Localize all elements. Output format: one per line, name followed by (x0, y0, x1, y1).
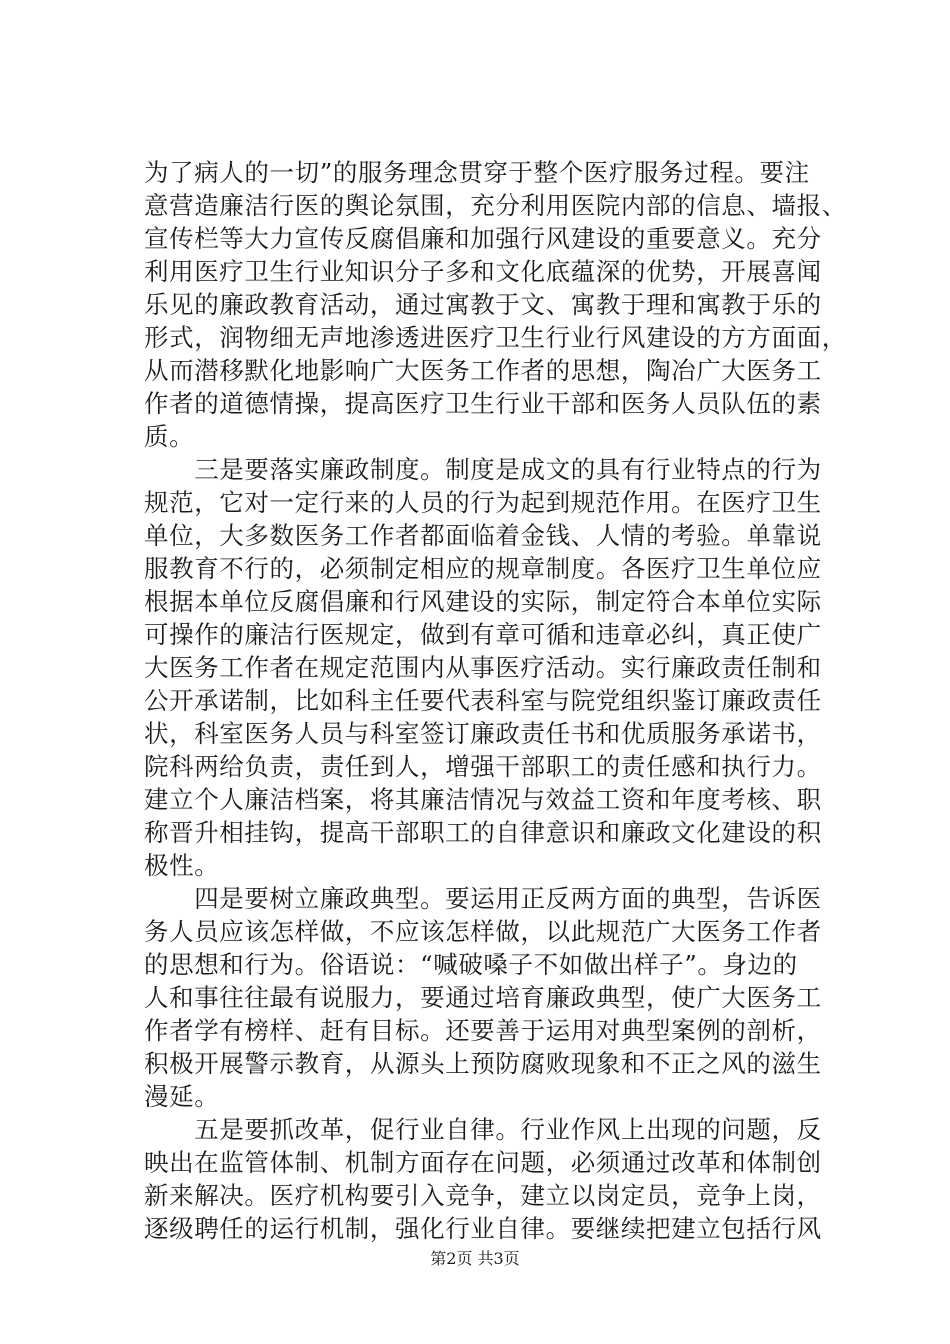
text-line: 利用医疗卫生行业知识分子多和文化底蕴深的优势，开展喜闻 (144, 257, 822, 286)
text-line: 服教育不行的，必须制定相应的规章制度。各医疗卫生单位应 (144, 554, 822, 583)
text-line: 状，科室医务人员与科室签订廉政责任书和优质服务承诺书， (144, 719, 822, 748)
text-line: 极性。 (144, 851, 220, 880)
text-line: 公开承诺制，比如科主任要代表科室与院党组织鉴订廉政责任 (144, 686, 822, 715)
text-line: 根据本单位反腐倡廉和行风建设的实际，制定符合本单位实际 (144, 587, 822, 616)
text-line: 作者的道德情操，提高医疗卫生行业干部和医务人员队伍的素 (144, 389, 822, 418)
text-line: 的思想和行为。俗语说：“喊破嗓子不如做出样子”。身边的 (144, 950, 798, 979)
text-line: 建立个人廉洁档案，将其廉洁情况与效益工资和年度考核、职 (144, 785, 822, 814)
paragraph-start-line: 三是要落实廉政制度。制度是成文的具有行业特点的行为 (144, 455, 822, 484)
text-line: 称晋升相挂钩，提高干部职工的自律意识和廉政文化建设的积 (144, 818, 822, 847)
text-line: 可操作的廉洁行医规定，做到有章可循和违章必纠，真正使广 (144, 620, 822, 649)
body-text (144, 156, 847, 1245)
text-line: 质。 (144, 422, 195, 451)
text-line: 从而潜移默化地影响广大医务工作者的思想，陶冶广大医务工 (144, 356, 822, 385)
text-line: 逐级聘任的运行机制，强化行业自律。要继续把建立包括行风 (144, 1214, 822, 1243)
text-line: 乐见的廉政教育活动，通过寓教于文、寓教于理和寓教于乐的 (144, 290, 822, 319)
text-line: 漫延。 (144, 1082, 220, 1111)
text-line: 积极开展警示教育，从源头上预防腐败现象和不正之风的滋生 (144, 1049, 822, 1078)
text-line: 宣传栏等大力宣传反腐倡廉和加强行风建设的重要意义。充分 (144, 224, 822, 253)
text-line: 形式，润物细无声地渗透进医疗卫生行业行风建设的方方面面， (144, 323, 847, 352)
text-line: 大医务工作者在规定范围内从事医疗活动。实行廉政责任制和 (144, 653, 822, 682)
text-line: 作者学有榜样、赶有目标。还要善于运用对典型案例的剖析， (144, 1016, 822, 1045)
text-line: 务人员应该怎样做，不应该怎样做，以此规范广大医务工作者 (144, 917, 822, 946)
text-line: 意营造廉洁行医的舆论氛围，充分利用医院内部的信息、墙报、 (144, 191, 847, 220)
text-line: 为了病人的一切”的服务理念贯穿于整个医疗服务过程。要注 (144, 158, 810, 187)
text-line: 院科两给负责，责任到人，增强干部职工的责任感和执行力。 (144, 752, 822, 781)
text-line: 规范，它对一定行来的人员的行为起到规范作用。在医疗卫生 (144, 488, 822, 517)
page-number-footer: 第2页 共3页 (430, 1249, 520, 1268)
text-line: 映出在监管体制、机制方面存在问题，必须通过改革和体制创 (144, 1148, 822, 1177)
text-line: 新来解决。医疗机构要引入竞争，建立以岗定员，竞争上岗， (144, 1181, 822, 1210)
text-line: 人和事往往最有说服力，要通过培育廉政典型，使广大医务工 (144, 983, 822, 1012)
paragraph-start-line: 五是要抓改革，促行业自律。行业作风上出现的问题，反 (144, 1115, 822, 1144)
text-line: 单位，大多数医务工作者都面临着金钱、人情的考验。单靠说 (144, 521, 822, 550)
paragraph-start-line: 四是要树立廉政典型。要运用正反两方面的典型，告诉医 (144, 884, 822, 913)
